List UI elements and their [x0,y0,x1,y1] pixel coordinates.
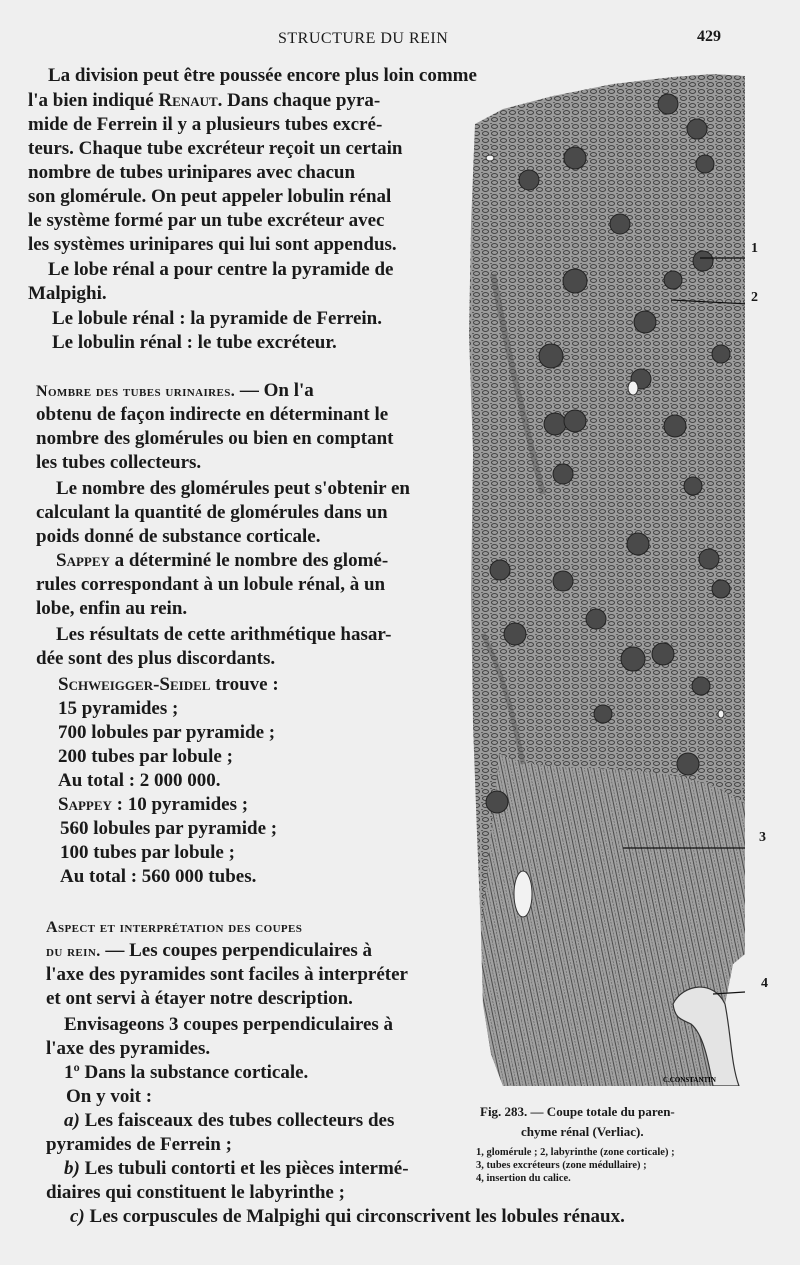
text-segment: mide de Ferrein il y a plusieurs tubes excré- [28,114,383,135]
text-segment: Nombre des tubes urinaires. [36,383,236,400]
text-segment: les systèmes urinipares qui lui sont appendus. [28,234,397,255]
text-line [60,865,256,889]
text-line [48,64,477,88]
figure-label-4: 4 [761,976,768,991]
figure-label-2: 2 [751,290,758,305]
text-segment: . Dans chaque pyra- [217,90,381,111]
text-segment: Les corpuscules de Malpighi qui circonscrivent les lobules rénaux. [84,1206,625,1227]
text-line [36,573,385,597]
text-segment: Le nombre des glomérules peut s'obtenir en [56,478,410,499]
text-line [28,185,391,209]
text-segment: 200 tubes par lobule ; [58,746,233,767]
text-segment: : 10 pyramides ; [111,794,249,815]
text-segment: lobe, enfin au rein. [36,598,188,619]
text-line [28,161,355,185]
text-line [64,1157,409,1181]
text-line [36,427,393,451]
text-segment: Schweigger-Seidel [58,674,211,695]
text-line [64,1109,394,1133]
text-line [58,793,248,817]
text-segment: Renaut [158,90,218,111]
text-segment: l'a bien indiqué [28,90,159,111]
text-line [64,1013,393,1037]
text-segment: b) [64,1158,80,1179]
text-segment: l'axe des pyramides sont faciles à interpréter [46,964,408,985]
text-line [28,89,380,113]
histology-figure [463,74,745,1086]
text-segment: Le lobulin rénal : le tube excréteur. [52,332,337,353]
text-segment: l'axe des pyramides. [46,1038,211,1059]
figure-caption-line-1: Fig. 283. — Coupe totale du paren- [480,1104,675,1119]
text-line [70,1205,625,1229]
text-segment: diaires qui constituent le labyrinthe ; [46,1182,345,1203]
text-segment: — Les coupes perpendiculaires à [100,940,373,961]
text-segment: 15 pyramides ; [58,698,179,719]
text-line [36,403,388,427]
page-number: 429 [697,28,721,45]
text-line [36,451,201,475]
text-segment: — On l'a [235,380,314,401]
text-segment: obtenu de façon indirecte en déterminant le [36,404,389,425]
text-segment: teurs. Chaque tube excréteur reçoit un certain [28,138,403,159]
kidney-section-illustration [463,74,745,1086]
text-line [46,915,302,940]
text-segment: Au total : 560 000 tubes. [60,866,257,887]
text-line [52,331,337,355]
text-line [36,379,314,404]
text-segment: Les tubuli contorti et les pièces intermé- [79,1158,409,1179]
text-segment: trouve : [210,674,279,695]
text-segment: 700 lobules par pyramide ; [58,722,276,743]
text-line [46,939,372,964]
figure-legend-line-1: 1, glomérule ; 2, labyrinthe (zone corticale) ; [476,1147,675,1158]
text-line [28,233,397,257]
text-line [52,307,382,331]
text-segment: Aspect et interprétation des coupes [46,919,303,936]
text-segment: nombre de tubes urinipares avec chacun [28,162,356,183]
text-line [28,282,107,306]
text-segment: poids donné de substance corticale. [36,526,321,547]
text-segment: 100 tubes par lobule ; [60,842,235,863]
text-segment: Les résultats de cette arithmétique hasar- [56,624,392,645]
text-line [58,697,178,721]
text-segment: 1º Dans la substance corticale. [64,1062,309,1083]
figure-label-1: 1 [751,241,758,256]
engraver-credit: C.CONSTANTIN [663,1076,716,1084]
text-line [28,209,385,233]
text-line [66,1085,152,1109]
text-line [56,477,410,501]
text-line [60,817,277,841]
text-segment: calculant la quantité de glomérules dans un [36,502,388,523]
text-segment: Le lobe rénal a pour centre la pyramide de [48,259,394,280]
text-segment: son glomérule. On peut appeler lobulin rénal [28,186,392,207]
text-line [36,501,388,525]
text-line [56,623,391,647]
text-line [48,258,394,282]
figure-caption-line-2: chyme rénal (Verliac). [521,1124,644,1139]
text-line [58,673,279,697]
text-segment: Sappey [56,550,110,571]
text-line [58,769,221,793]
text-line [28,113,382,137]
figure-legend-line-2: 3, tubes excréteurs (zone médullaire) ; [476,1160,647,1171]
text-segment: On y voit : [66,1086,153,1107]
text-line [36,525,321,549]
text-line [46,1181,345,1205]
text-segment: La division peut être poussée encore plus loin comme [48,65,477,86]
running-header-title: STRUCTURE DU REIN [278,30,449,47]
text-segment: les tubes collecteurs. [36,452,202,473]
text-segment: dée sont des plus discordants. [36,648,276,669]
text-segment: nombre des glomérules ou bien en comptant [36,428,394,449]
text-segment: a déterminé le nombre des glomé- [109,550,389,571]
text-line [46,1037,210,1061]
text-line [36,597,187,621]
text-segment: c) [70,1206,85,1227]
figure-label-3: 3 [759,830,766,845]
text-segment: a) [64,1110,80,1131]
text-segment: rules correspondant à un lobule rénal, à un [36,574,386,595]
text-segment: du rein. [46,943,101,960]
text-segment: 560 lobules par pyramide ; [60,818,278,839]
text-segment: Sappey [58,794,112,815]
text-line [58,721,275,745]
text-line [46,963,408,987]
text-line [28,137,402,161]
text-segment: Malpighi. [28,283,107,304]
text-segment: Les faisceaux des tubes collecteurs des [79,1110,395,1131]
figure-legend-line-3: 4, insertion du calice. [476,1173,571,1184]
text-segment: Le lobule rénal : la pyramide de Ferrein. [52,308,382,329]
text-line [56,549,388,573]
text-segment: Envisageons 3 coupes perpendiculaires à [64,1014,394,1035]
text-segment: pyramides de Ferrein ; [46,1134,232,1155]
text-line [36,647,275,671]
text-line [46,987,353,1011]
text-segment: le système formé par un tube excréteur avec [28,210,385,231]
text-line [64,1061,308,1085]
text-line [60,841,235,865]
text-line [46,1133,232,1157]
text-segment: Au total : 2 000 000. [58,770,221,791]
text-segment: et ont servi à étayer notre description. [46,988,353,1009]
text-line [58,745,233,769]
